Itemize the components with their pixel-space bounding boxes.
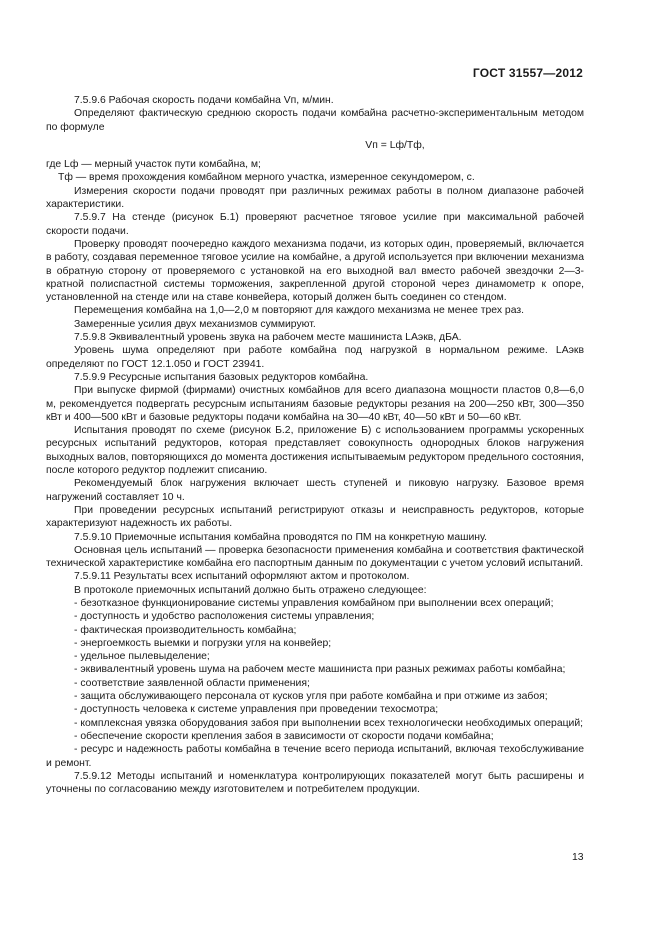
paragraph: - удельное пылевыделение;	[74, 651, 210, 663]
document-body	[46, 94, 584, 796]
paragraph: Испытания проводят по схеме (рисунок Б.2, приложение Б) с использованием программы ускоренных ресурсных испытаний редукторов, которая представляет совокупность однородных блоков нагружения выходных валов, повторяющихся до момента достижения испытываемым редуктором предельного состояния, после которого редуктор подлежит списанию.	[46, 425, 584, 477]
paragraph: Рекомендуемый блок нагружения включает шесть ступеней и пиковую нагрузку. Базовое время нагружений составляет 10 ч.	[46, 478, 584, 503]
paragraph: - доступность человека к системе управления при проведении техосмотра;	[74, 704, 439, 716]
paragraph: где Lф — мерный участок пути комбайна, м;	[46, 159, 261, 171]
paragraph: - эквивалентный уровень шума на рабочем месте машиниста при разных режимах работы комбайна;	[74, 664, 566, 676]
paragraph: - защита обслуживающего персонала от кусков угля при работе комбайна и при отжиме из забоя;	[74, 691, 548, 703]
paragraph: - безотказное функционирование системы управления комбайном при выполнении всех операций;	[74, 597, 554, 609]
paragraph: 7.5.9.9 Ресурсные испытания базовых редукторов комбайна.	[74, 371, 369, 383]
paragraph: 7.5.9.10 Приемочные испытания комбайна проводятся по ПМ на конкретную машину.	[74, 531, 488, 543]
paragraph: Tф — время прохождения комбайном мерного участка, измеренное секундомером, с.	[58, 172, 475, 184]
paragraph: - соответствие заявленной области применения;	[74, 677, 310, 689]
formula: Vп = Lф/Tф,	[365, 139, 425, 151]
paragraph: - фактическая производительность комбайна;	[74, 624, 297, 636]
paragraph: В протоколе приемочных испытаний должно быть отражено следующее:	[74, 584, 427, 596]
paragraph: - комплексная увязка оборудования забоя при выполнении всех технологически необходимых операций;	[74, 717, 584, 729]
page-number: 13	[572, 852, 584, 863]
paragraph: Замеренные усилия двух механизмов суммируют.	[74, 318, 316, 330]
paragraph: - доступность и удобство расположения системы управления;	[74, 611, 375, 623]
paragraph: При проведении ресурсных испытаний регистрируют отказы и неисправность редукторов, которые характеризуют надежность их работы.	[46, 504, 584, 530]
paragraph: Проверку проводят поочередно каждого механизма подачи, из которых один, проверяемый, включается в работу, создавая переменное тяговое усилие на комбайне, а другой используется при включении механизма в обратную сторону от проверяемого с установкой на его выходной вал вместо рабочей звездочки 2—3-кратной полиспастной системы торможения, закрепленной другой стороной через динамометр к опоре, установленной на стенде или на ставе конвейера, который должен быть соединен со стендом.	[46, 238, 584, 304]
paragraph: - обеспечение скорости крепления забоя в зависимости от скорости подачи комбайна;	[74, 730, 494, 742]
paragraph: Уровень шума определяют при работе комбайна под нагрузкой в нормальном режиме. LAэкв определяют по ГОСТ 12.1.050 и ГОСТ 23941.	[46, 345, 584, 370]
paragraph: Измерения скорости подачи проводят при различных режимах работы в полном диапазоне рабочей характеристики.	[46, 185, 584, 211]
paragraph: - энергоемкость выемки и погрузки угля на конвейер;	[74, 637, 332, 649]
paragraph: Основная цель испытаний — проверка безопасности применения комбайна и соответствия фактической технической характеристике комбайна его паспортным данным по документации с учетом условий испытаний.	[46, 544, 584, 570]
paragraph: 7.5.9.11 Результаты всех испытаний оформляют актом и протоколом.	[74, 571, 410, 583]
standard-code-header: ГОСТ 31557—2012	[472, 66, 583, 80]
paragraph: 7.5.9.12 Методы испытаний и номенклатура контролирующих показателей могут быть расширены и уточнены по согласованию между изготовителем и потребителем продукции.	[46, 770, 584, 796]
paragraph: 7.5.9.6 Рабочая скорость подачи комбайна Vп, м/мин.	[74, 95, 334, 106]
paragraph: - ресурс и надежность работы комбайна в течение всего периода испытаний, включая техобслуживание и ремонт.	[46, 744, 584, 769]
paragraph: При выпуске фирмой (фирмами) очистных комбайнов для всего диапазона мощности пластов 0,8—6,0 м, рекомендуется подвергать ресурсным испытаниям базовые редукторы резания на 200—250 кВт, 300—350 кВт и 400—500 кВт и базовые редукторы подачи комбайна на 30—40 кВт, 40—50 кВт и 50—60 кВт.	[46, 385, 584, 423]
paragraph: 7.5.9.8 Эквивалентный уровень звука на рабочем месте машиниста LAэкв, дБА.	[74, 332, 462, 344]
paragraph: Перемещения комбайна на 1,0—2,0 м повторяют для каждого механизма не менее трех раз.	[74, 305, 525, 317]
paragraph: 7.5.9.7 На стенде (рисунок Б.1) проверяют расчетное тяговое усилие при максимальной рабочей скорости подачи.	[46, 212, 584, 237]
paragraph: Определяют фактическую среднюю скорость подачи комбайна расчетно-экспериментальным методом по формуле	[46, 108, 584, 133]
